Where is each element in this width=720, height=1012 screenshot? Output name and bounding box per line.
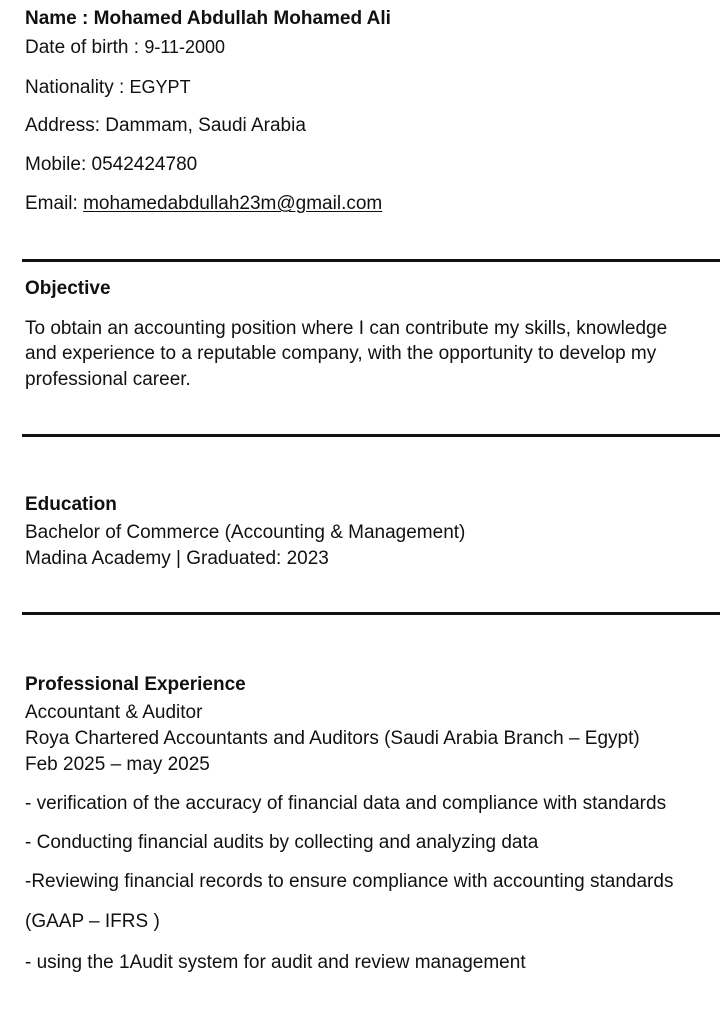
- full-name: Mohamed Abdullah Mohamed Ali: [93, 8, 391, 29]
- education-institution: Madina Academy | Graduated: 2023: [25, 548, 329, 569]
- objective-line-1: To obtain an accounting position where I can contribute my skills, knowledge: [25, 318, 668, 339]
- experience-bullet-5: - using the 1Audit system for audit and review management: [25, 952, 526, 973]
- experience-bullet-3: -Reviewing financial records to ensure compliance with accounting standards: [25, 871, 674, 892]
- divider-1: [22, 259, 720, 262]
- nationality-line: [25, 76, 191, 99]
- objective-heading: Objective: [25, 278, 111, 299]
- email-link[interactable]: mohamedabdullah23m@gmail.com: [83, 193, 383, 214]
- experience-bullet-2: - Conducting financial audits by collecting and analyzing data: [25, 832, 539, 853]
- divider-3: [22, 612, 720, 615]
- nationality-label: Nationality :: [25, 77, 130, 98]
- experience-heading: Professional Experience: [25, 674, 246, 695]
- mobile-value: 0542424780: [91, 154, 198, 175]
- dob-line: [25, 36, 225, 59]
- mobile-label: Mobile:: [25, 154, 92, 175]
- name-label: Name :: [25, 8, 94, 29]
- name-line: [25, 8, 391, 30]
- objective-line-3: professional career.: [25, 369, 191, 390]
- experience-bullet-4: (GAAP – IFRS ): [25, 911, 160, 932]
- experience-period: Feb 2025 – may 2025: [25, 754, 210, 775]
- address-line: [25, 115, 306, 137]
- objective-line-2: and experience to a reputable company, with the opportunity to develop my: [25, 343, 657, 364]
- dob-value: 9-11-2000: [144, 37, 226, 57]
- address-value: Dammam, Saudi Arabia: [105, 115, 306, 136]
- education-degree: Bachelor of Commerce (Accounting & Management): [25, 522, 466, 543]
- email-line: [25, 193, 382, 215]
- email-label: Email:: [25, 193, 84, 214]
- experience-company: Roya Chartered Accountants and Auditors (Saudi Arabia Branch – Egypt): [25, 728, 640, 749]
- experience-bullet-1: - verification of the accuracy of financial data and compliance with standards: [25, 793, 667, 814]
- address-label: Address:: [25, 115, 106, 136]
- dob-label: Date of birth :: [25, 37, 145, 58]
- mobile-line: [25, 154, 197, 176]
- education-heading: Education: [25, 494, 117, 515]
- divider-2: [22, 434, 720, 437]
- nationality-value: EGYPT: [129, 77, 191, 97]
- experience-title: Accountant & Auditor: [25, 702, 203, 723]
